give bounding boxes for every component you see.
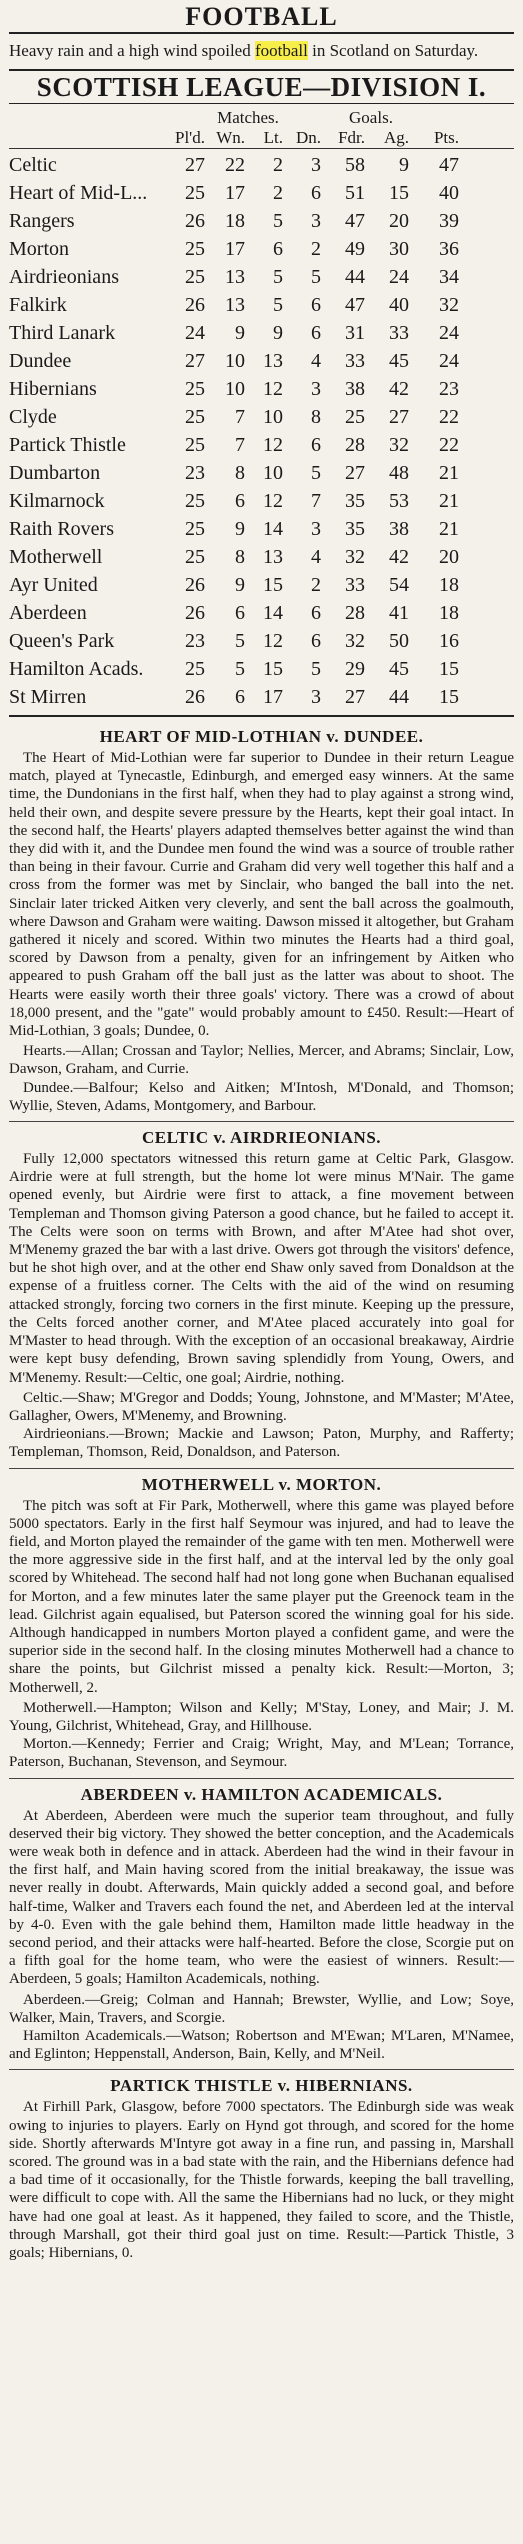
stat-cell: 2 [311,238,321,260]
league-table-column-headers [9,128,514,149]
stat-cell: 3 [311,378,321,400]
stat-cell: 18 [439,574,459,596]
match-report [9,1475,514,1772]
table-row [9,319,514,347]
team-lineup: Hamilton Academicals.—Watson; Robertson and M'Ewan; M'Laren, M'Namee, and Eglinton; Heppenstall, Anderson, Bain, Kelly, and M'Neil. [9,2028,514,2063]
column-header: Ag. [383,128,409,147]
stat-cell: 22 [439,406,459,428]
table-row [9,151,514,179]
stat-cell: 10 [225,350,245,372]
report-title: MOTHERWELL v. MORTON. [141,1474,382,1494]
stat-cell: 27 [345,686,365,708]
stat-cell: 8 [235,546,245,568]
stat-cell: 6 [311,294,321,316]
stat-cell: 25 [185,518,205,540]
stat-cell: 7 [235,434,245,456]
stat-cell: 44 [389,686,409,708]
stat-cell: 5 [273,294,283,316]
stat-cell: 32 [345,546,365,568]
stat-cell: 6 [235,686,245,708]
stat-cell: 34 [439,266,459,288]
stat-cell: 25 [185,238,205,260]
stat-cell: 6 [311,602,321,624]
stat-cell: 27 [389,406,409,428]
stat-cell: 21 [439,490,459,512]
stat-cell: 3 [311,518,321,540]
stat-cell: 9 [235,518,245,540]
headline: FOOTBALL [9,2,514,34]
stat-cell: 42 [389,546,409,568]
team-name: Aberdeen [9,602,87,624]
stat-cell: 20 [389,210,409,232]
stat-cell: 29 [345,658,365,680]
stat-cell: 32 [389,434,409,456]
team-name: Dundee [9,350,72,372]
intro-after: in Scotland on Saturday. [307,41,479,60]
stat-cell: 5 [311,266,321,288]
table-row [9,683,514,711]
stat-cell: 15 [263,574,283,596]
stat-cell: 26 [185,210,205,232]
team-name: Celtic [9,154,57,176]
section-divider [9,1468,514,1469]
table-row [9,599,514,627]
stat-cell: 32 [345,630,365,652]
stat-cell: 36 [439,238,459,260]
stat-cell: 24 [439,322,459,344]
stat-cell: 47 [439,154,459,176]
stat-cell: 26 [185,686,205,708]
table-row [9,179,514,207]
stat-cell: 17 [225,238,245,260]
stat-cell: 27 [345,462,365,484]
stat-cell: 9 [235,322,245,344]
table-row [9,459,514,487]
newspaper-page [9,0,514,2262]
stat-cell: 40 [439,182,459,204]
stat-cell: 6 [311,182,321,204]
team-name: Queen's Park [9,630,115,652]
stat-cell: 44 [345,266,365,288]
stat-cell: 42 [389,378,409,400]
team-lineup: Morton.—Kennedy; Ferrier and Craig; Wright, May, and M'Lean; Torrance, Paterson, Buchanan, Stevenson, and Seymour. [9,1736,514,1771]
stat-cell: 16 [439,630,459,652]
stat-cell: 12 [263,490,283,512]
stat-cell: 17 [263,686,283,708]
stat-cell: 54 [389,574,409,596]
stat-cell: 48 [389,462,409,484]
stat-cell: 35 [345,518,365,540]
team-name: Clyde [9,406,57,428]
stat-cell: 24 [185,322,205,344]
stat-cell: 4 [311,546,321,568]
team-name: Raith Rovers [9,518,114,540]
stat-cell: 5 [235,630,245,652]
team-lineup: Hearts.—Allan; Crossan and Taylor; Nellies, Mercer, and Abrams; Sinclair, Low, Dawson, Graham, and Currie. [9,1043,514,1078]
section-divider [9,2069,514,2070]
match-report [9,1785,514,2064]
stat-cell: 4 [311,350,321,372]
stat-cell: 2 [273,154,283,176]
report-body: At Aberdeen, Aberdeen were much the superior team throughout, and fully deserved their big victory. They showed the better conception, and the Academicals were weak both in defence and in attack. Aberdeen had the wind in their favour in the first half, and Main having scored from the initial breakaway, the issue was never really in doubt. Afterwards, Main quickly added a second goal, and before half-time, Walker and Travers each found the net, and Aberdeen led at the interval by 4-0. Even with the gale behind them, Hamilton made little headway in the second period, and their attacks were half-hearted. Before the close, Scorgie put on a fifth goal for the home team, who were the easiest of winners. Result:—Aberdeen, 5 goals; Hamilton Academicals, nothing. [9,1807,514,1988]
report-title: PARTICK THISTLE v. HIBERNIANS. [110,2076,413,2096]
stat-cell: 5 [273,210,283,232]
league-table-body [9,151,514,711]
stat-cell: 39 [439,210,459,232]
stat-cell: 31 [345,322,365,344]
match-report [9,727,514,1115]
highlighted-word: football [254,41,308,60]
table-row [9,543,514,571]
team-name: Hibernians [9,378,97,400]
table-row [9,347,514,375]
league-table [9,108,514,711]
stat-cell: 5 [273,266,283,288]
stat-cell: 33 [345,350,365,372]
stat-cell: 30 [389,238,409,260]
team-name: Third Lanark [9,322,116,344]
stat-cell: 21 [439,462,459,484]
stat-cell: 13 [263,546,283,568]
stat-cell: 9 [399,154,409,176]
stat-cell: 17 [225,182,245,204]
stat-cell: 23 [439,378,459,400]
stat-cell: 9 [235,574,245,596]
team-name: Dumbarton [9,462,101,484]
stat-cell: 13 [263,350,283,372]
stat-cell: 51 [345,182,365,204]
report-title: HEART OF MID-LOTHIAN v. DUNDEE. [99,727,424,746]
stat-cell: 14 [263,518,283,540]
stat-cell: 15 [439,686,459,708]
stat-cell: 23 [185,462,205,484]
stat-cell: 26 [185,294,205,316]
stat-cell: 28 [345,434,365,456]
team-lineup: Dundee.—Balfour; Kelso and Aitken; M'Intosh, M'Donald, and Thomson; Wyllie, Steven, Adams, Montgomery, and Barbour. [9,1079,514,1114]
league-table-group-header [9,108,514,128]
stat-cell: 27 [185,350,205,372]
stat-cell: 6 [235,490,245,512]
table-row [9,375,514,403]
team-name: Falkirk [9,294,67,316]
stat-cell: 27 [185,154,205,176]
stat-cell: 12 [263,434,283,456]
stat-cell: 14 [263,602,283,624]
matches-header: Matches. [217,108,279,127]
stat-cell: 38 [345,378,365,400]
stat-cell: 15 [263,658,283,680]
team-lineup: Motherwell.—Hampton; Wilson and Kelly; M'Stay, Loney, and Mair; J. M. Young, Gilchrist, Whitehead, Gray, and Hillhouse. [9,1699,514,1734]
stat-cell: 25 [185,378,205,400]
team-name: Kilmarnock [9,490,105,512]
column-header: Dn. [295,128,321,147]
column-header: Pts. [433,128,459,147]
stat-cell: 15 [389,182,409,204]
stat-cell: 10 [263,406,283,428]
stat-cell: 12 [263,630,283,652]
table-row [9,291,514,319]
stat-cell: 50 [389,630,409,652]
stat-cell: 32 [439,294,459,316]
stat-cell: 25 [345,406,365,428]
table-row [9,487,514,515]
report-body: At Firhill Park, Glasgow, before 7000 spectators. The Edinburgh side was weak owing to injuries to players. Early on Hynd got through, and scored for the home side. Shortly afterwards M'Intyre got away in a fine run, and passing in, Marshall scored. The ground was in a bad state with the rain, and the Hibernians defence had a bad time of it occasionally, for the Thistle forwards, keeping the ball travelling, were difficult to cope with. All the same the Hibernians had no luck, or they might have had one goal at least. As it happened, they failed to score, and the Thistle, through Marshall, got their third goal just on time. Result:—Partick Thistle, 3 goals; Hibernians, 0. [9,2099,514,2262]
goals-header: Goals. [349,108,393,127]
table-row [9,207,514,235]
section-divider [9,1121,514,1122]
stat-cell: 20 [439,546,459,568]
stat-cell: 6 [311,322,321,344]
stat-cell: 25 [185,658,205,680]
stat-cell: 25 [185,490,205,512]
stat-cell: 15 [439,658,459,680]
stat-cell: 8 [235,462,245,484]
stat-cell: 23 [185,630,205,652]
team-lineup: Airdrieonians.—Brown; Mackie and Lawson; Paton, Murphy, and Rafferty; Templeman, Thomson, Reid, Donaldson, and Paterson. [9,1426,514,1461]
stat-cell: 25 [185,546,205,568]
stat-cell: 25 [185,266,205,288]
stat-cell: 40 [389,294,409,316]
stat-cell: 35 [345,490,365,512]
stat-cell: 6 [311,434,321,456]
stat-cell: 45 [389,658,409,680]
table-row [9,263,514,291]
stat-cell: 10 [225,378,245,400]
report-body: The Heart of Mid-Lothian were far superior to Dundee in their return League match, played at Tynecastle, Edinburgh, and emerged easy winners. At the same time, the Dundonians in the first half, when they had to play against a strong wind, held their own, and despite severe pressure by the Hearts, kept their goal intact. In the second half, the Hearts' players adapted themselves better against the wind than they did with it, and the Dundee men found the wind was a source of trouble rather than being in their favour. Currie and Graham did very well together this half and a cross from the former was met by Sinclair, who banged the ball into the net. Sinclair later tricked Aitken very cleverly, and sent the ball across the goalmouth, where Dawson and Graham were waiting. Dawson missed it altogether, but Graham gathered it nicely and scored. Within two minutes the Hearts had a third goal, scored by Dawson from a penalty, given for an infringement by Aitken who appeared to push Graham off the ball just as the latter was about to shoot. The Hearts were easily worth their three goals' victory. There was a crowd of about 18,000 present, and the "gate" would probably amount to £450. Result:—Heart of Mid-Lothian, 3 goals; Dundee, 0. [9,750,514,1040]
stat-cell: 3 [311,210,321,232]
team-name: Heart of Mid-L... [9,182,148,204]
stat-cell: 3 [311,154,321,176]
stat-cell: 8 [311,406,321,428]
team-name: Airdrieonians [9,266,119,288]
report-body: Fully 12,000 spectators witnessed this return game at Celtic Park, Glasgow. Airdrie were at full strength, but the home lot were minus M'Nair. The game opened evenly, but Airdrie were first to attack, a fine movement between Templeman and Thomson giving Paterson a good chance, but he failed to accept it. The Celts were soon on terms with Brown, and after M'Atee had shot over, M'Menemy grazed the bar with a last drive. Owers got through the visitors' defence, but he shot high over, and at the other end Shaw only saved from Donaldson at the expense of a fruitless corner. The Celts with the aid of the wind on resuming attacked strongly, forcing two corners in the first minute. Keeping up the pressure, the Celts forced another corner, and M'Atee placed accurately into goal for M'Master to head through. With the exception of an occasional breakaway, Airdrie were kept busy defending, Brown saving splendidly from Young, Owers, and M'Menemy. Result:—Celtic, one goal; Airdrie, nothing. [9,1151,514,1386]
report-title: CELTIC v. AIRDRIEONIANS. [141,1128,382,1148]
report-title: ABERDEEN v. HAMILTON ACADEMICALS. [80,1784,443,1804]
stat-cell: 28 [345,602,365,624]
stat-cell: 45 [389,350,409,372]
stat-cell: 7 [311,490,321,512]
stat-cell: 13 [225,266,245,288]
table-row [9,403,514,431]
stat-cell: 5 [235,658,245,680]
column-header: Pl'd. [175,128,205,147]
stat-cell: 26 [185,602,205,624]
table-divider [9,715,514,717]
stat-cell: 13 [225,294,245,316]
stat-cell: 22 [439,434,459,456]
team-name: Partick Thistle [9,434,126,456]
stat-cell: 3 [311,686,321,708]
report-body: The pitch was soft at Fir Park, Motherwell, where this game was played before 5000 spectators. Early in the first half Seymour was injured, and had to leave the field, and Morton played the remainder of the game with ten men. Motherwell were the more aggressive side in the first half, and at the interval led by the only goal scored by Whitehead. The second half had not long gone when Buchanan equalised for Morton, and a few minutes later the same player put the Greenock team in the lead. Gilchrist again equalised, but Paterson scored the winning goal for his side. Although handicapped in numbers Morton played a confident game, and were the superior side in the second half. In the closing minutes Motherwell had a chance to share the points, but Gilchrist missed a penalty kick. Result:—Morton, 3; Motherwell, 2. [9,1497,514,1696]
stat-cell: 5 [311,462,321,484]
stat-cell: 18 [225,210,245,232]
stat-cell: 25 [185,406,205,428]
stat-cell: 22 [225,154,245,176]
stat-cell: 2 [311,574,321,596]
team-name: Ayr United [9,574,98,596]
intro-paragraph [9,40,514,61]
stat-cell: 49 [345,238,365,260]
stat-cell: 41 [389,602,409,624]
section-divider [9,1778,514,1779]
stat-cell: 58 [345,154,365,176]
match-reports [9,727,514,2262]
team-name: Rangers [9,210,75,232]
stat-cell: 47 [345,210,365,232]
intro-before: Heavy rain and a high wind spoiled [9,41,255,60]
stat-cell: 12 [263,378,283,400]
table-row [9,627,514,655]
column-header: Wn. [216,128,245,147]
team-lineup: Aberdeen.—Greig; Colman and Hannah; Brewster, Wyllie, and Low; Soye, Walker, Main, Travers, and Scorgie. [9,1991,514,2026]
stat-cell: 25 [185,434,205,456]
team-lineup: Celtic.—Shaw; M'Gregor and Dodds; Young, Johnstone, and M'Master; M'Atee, Gallagher, Owers, M'Menemy, and Browning. [9,1389,514,1424]
table-row [9,655,514,683]
stat-cell: 33 [389,322,409,344]
stat-cell: 10 [263,462,283,484]
stat-cell: 24 [389,266,409,288]
team-name: Motherwell [9,546,103,568]
stat-cell: 24 [439,350,459,372]
stat-cell: 33 [345,574,365,596]
team-name: Morton [9,238,69,260]
league-table-title: SCOTTISH LEAGUE—DIVISION I. [9,69,514,104]
stat-cell: 5 [311,658,321,680]
stat-cell: 9 [273,322,283,344]
column-header: Lt. [263,128,283,147]
stat-cell: 25 [185,182,205,204]
table-row [9,571,514,599]
match-report [9,1128,514,1461]
stat-cell: 2 [273,182,283,204]
team-name: St Mirren [9,686,87,708]
stat-cell: 53 [389,490,409,512]
stat-cell: 18 [439,602,459,624]
stat-cell: 38 [389,518,409,540]
match-report [9,2076,514,2262]
team-name: Hamilton Acads. [9,658,144,680]
table-row [9,515,514,543]
stat-cell: 26 [185,574,205,596]
table-row [9,235,514,263]
column-header: Fdr. [338,128,365,147]
stat-cell: 21 [439,518,459,540]
stat-cell: 47 [345,294,365,316]
stat-cell: 7 [235,406,245,428]
stat-cell: 6 [273,238,283,260]
stat-cell: 6 [235,602,245,624]
column-header [9,128,169,148]
stat-cell: 6 [311,630,321,652]
table-row [9,431,514,459]
